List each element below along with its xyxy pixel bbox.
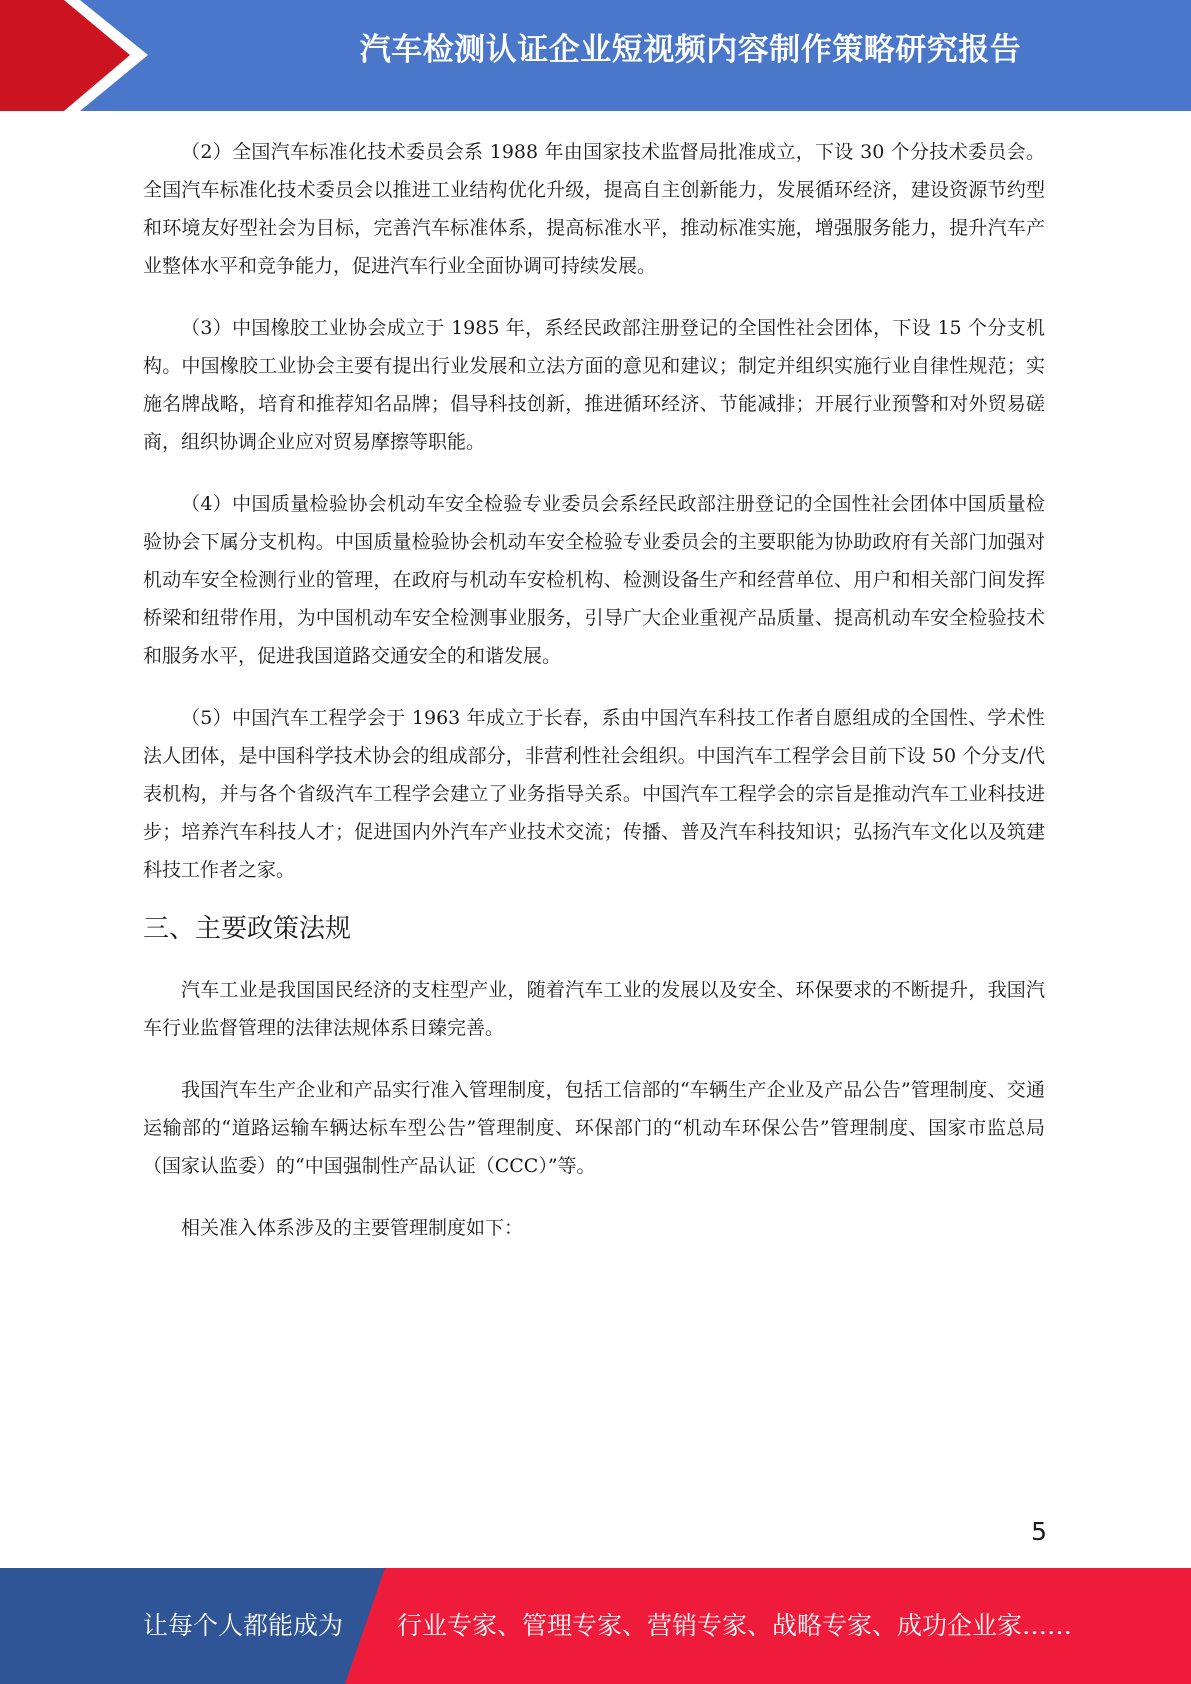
paragraph-org-5: （5）中国汽车工程学会于 1963 年成立于长春，系由中国汽车科技工作者自愿组成的全国性、学术性法人团体，是中国科学技术协会的组成部分，非营利性社会组织。中国汽车工程学会目前下设 50 个分支/代表机构，并与各个省级汽车工程学会建立了业务指导关系。中国汽车工程学会的宗旨是推动汽车工业科技进步；培养汽车科技人才；促进国内外汽车产业技术交流；传播、普及汽车科技知识；弘扬汽车文化以及筑建科技工作者之家。 bbox=[143, 707, 1045, 881]
page-body bbox=[143, 133, 1045, 1247]
paragraph-policy-list-intro: 相关准入体系涉及的主要管理制度如下： bbox=[181, 1217, 524, 1239]
paragraph-org-2: （2）全国汽车标准化技术委员会系 1988 年由国家技术监督局批准成立，下设 30 个分技术委员会。全国汽车标准化技术委员会以推进工业结构优化升级，提高自主创新能力，发展循环经济，建设资源节约型和环境友好型社会为目标，完善汽车标准体系，提高标准水平，推动标准实施，增强服务能力，提升汽车产业整体水平和竞争能力，促进汽车行业全面协调可持续发展。 bbox=[143, 141, 1045, 277]
page-number: 5 bbox=[1031, 1517, 1047, 1546]
paragraph-policy-intro: 汽车工业是我国国民经济的支柱型产业，随着汽车工业的发展以及安全、环保要求的不断提升，我国汽车行业监督管理的法律法规体系日臻完善。 bbox=[143, 979, 1045, 1039]
footer-slogan-left: 让每个人都能成为 bbox=[143, 1611, 344, 1640]
paragraph-org-3: （3）中国橡胶工业协会成立于 1985 年，系经民政部注册登记的全国性社会团体，下设 15 个分支机构。中国橡胶工业协会主要有提出行业发展和立法方面的意见和建议；制定并组织实施行业自律性规范；实施名牌战略，培育和推荐知名品牌；倡导科技创新，推进循环经济、节能减排；开展行业预警和对外贸易磋商，组织协调企业应对贸易摩擦等职能。 bbox=[143, 317, 1045, 453]
section-heading: 三、主要政策法规 bbox=[143, 914, 352, 944]
paragraph-org-4: （4）中国质量检验协会机动车安全检验专业委员会系经民政部注册登记的全国性社会团体中国质量检验协会下属分支机构。中国质量检验协会机动车安全检验专业委员会的主要职能为协助政府有关部门加强对机动车安全检测行业的管理，在政府与机动车安检机构、检测设备生产和经营单位、用户和相关部门间发挥桥梁和纽带作用，为中国机动车安全检测事业服务，引导广大企业重视产品质量、提高机动车安全检验技术和服务水平，促进我国道路交通安全的和谐发展。 bbox=[143, 493, 1045, 667]
page-header bbox=[0, 0, 1191, 111]
report-title: 汽车检测认证企业短视频内容制作策略研究报告 bbox=[359, 32, 1022, 68]
footer-slogan-right: 行业专家、管理专家、营销专家、战略专家、成功企业家…… bbox=[397, 1611, 1073, 1640]
page-footer bbox=[0, 1568, 1191, 1684]
paragraph-policy-access: 我国汽车生产企业和产品实行准入管理制度，包括工信部的“车辆生产企业及产品公告”管理制度、交通运输部的“道路运输车辆达标车型公告”管理制度、环保部门的“机动车环保公告”管理制度、国家市监总局（国家认监委）的“中国强制性产品认证（CCC）”等。 bbox=[143, 1079, 1045, 1177]
